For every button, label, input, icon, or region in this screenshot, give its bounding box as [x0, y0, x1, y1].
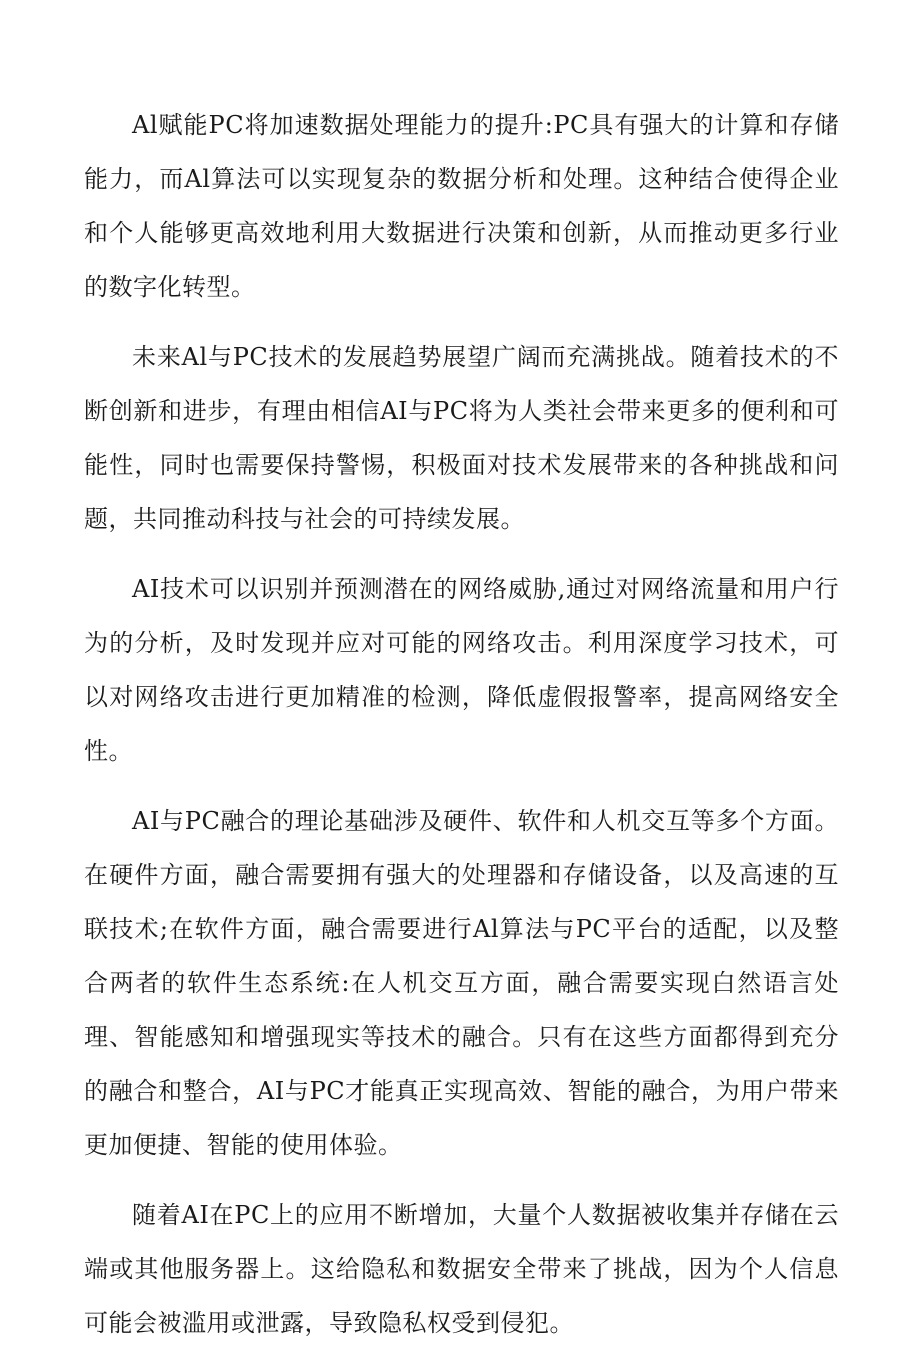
paragraph-theoretical-basis: AI与PC融合的理论基础涉及硬件、软件和人机交互等多个方面。在硬件方面，融合需要拥有强大的处理器和存储设备，以及高速的互联技术;在软件方面，融合需要进行Al算法与PC平台的适配，以及整合两者的软件生态系统:在人机交互方面，融合需要实现白然语言处理、智能感知和增强现实等技术的融合。只有在这些方面都得到充分的融合和整合，AI与PC才能真正实现高效、智能的融合，为用户带来更加便捷、智能的使用体验。 [84, 807, 839, 1159]
document-body [84, 98, 839, 1366]
paragraph-ai-pc-data-processing: Al赋能PC将加速数据处理能力的提升:PC具有强大的计算和存储能力，而Al算法可以实现复杂的数据分析和处理。这种结合使得企业和个人能够更高效地利用大数据进行决策和创新，从而推动更多行业的数字化转型。 [84, 111, 839, 301]
paragraph-future-trends: 未来Al与PC技术的发展趋势展望广阔而充满挑战。随着技术的不断创新和进步，有理由相信AI与PC将为人类社会带来更多的便利和可能性，同时也需要保持警惕，积极面对技术发展带来的各种挑战和问题，共同推动科技与社会的可持续发展。 [84, 343, 839, 533]
paragraph-privacy-concerns: 随着AI在PC上的应用不断增加，大量个人数据被收集并存储在云端或其他服务器上。这给隐私和数据安全带来了挑战，因为个人信息可能会被滥用或泄露，导致隐私权受到侵犯。 [84, 1201, 839, 1337]
paragraph-network-security: AI技术可以识别并预测潜在的网络威胁,通过对网络流量和用户行为的分析，及时发现并应对可能的网络攻击。利用深度学习技术，可以对网络攻击进行更加精准的检测，降低虚假报警率，提高网络安全性。 [84, 575, 839, 765]
